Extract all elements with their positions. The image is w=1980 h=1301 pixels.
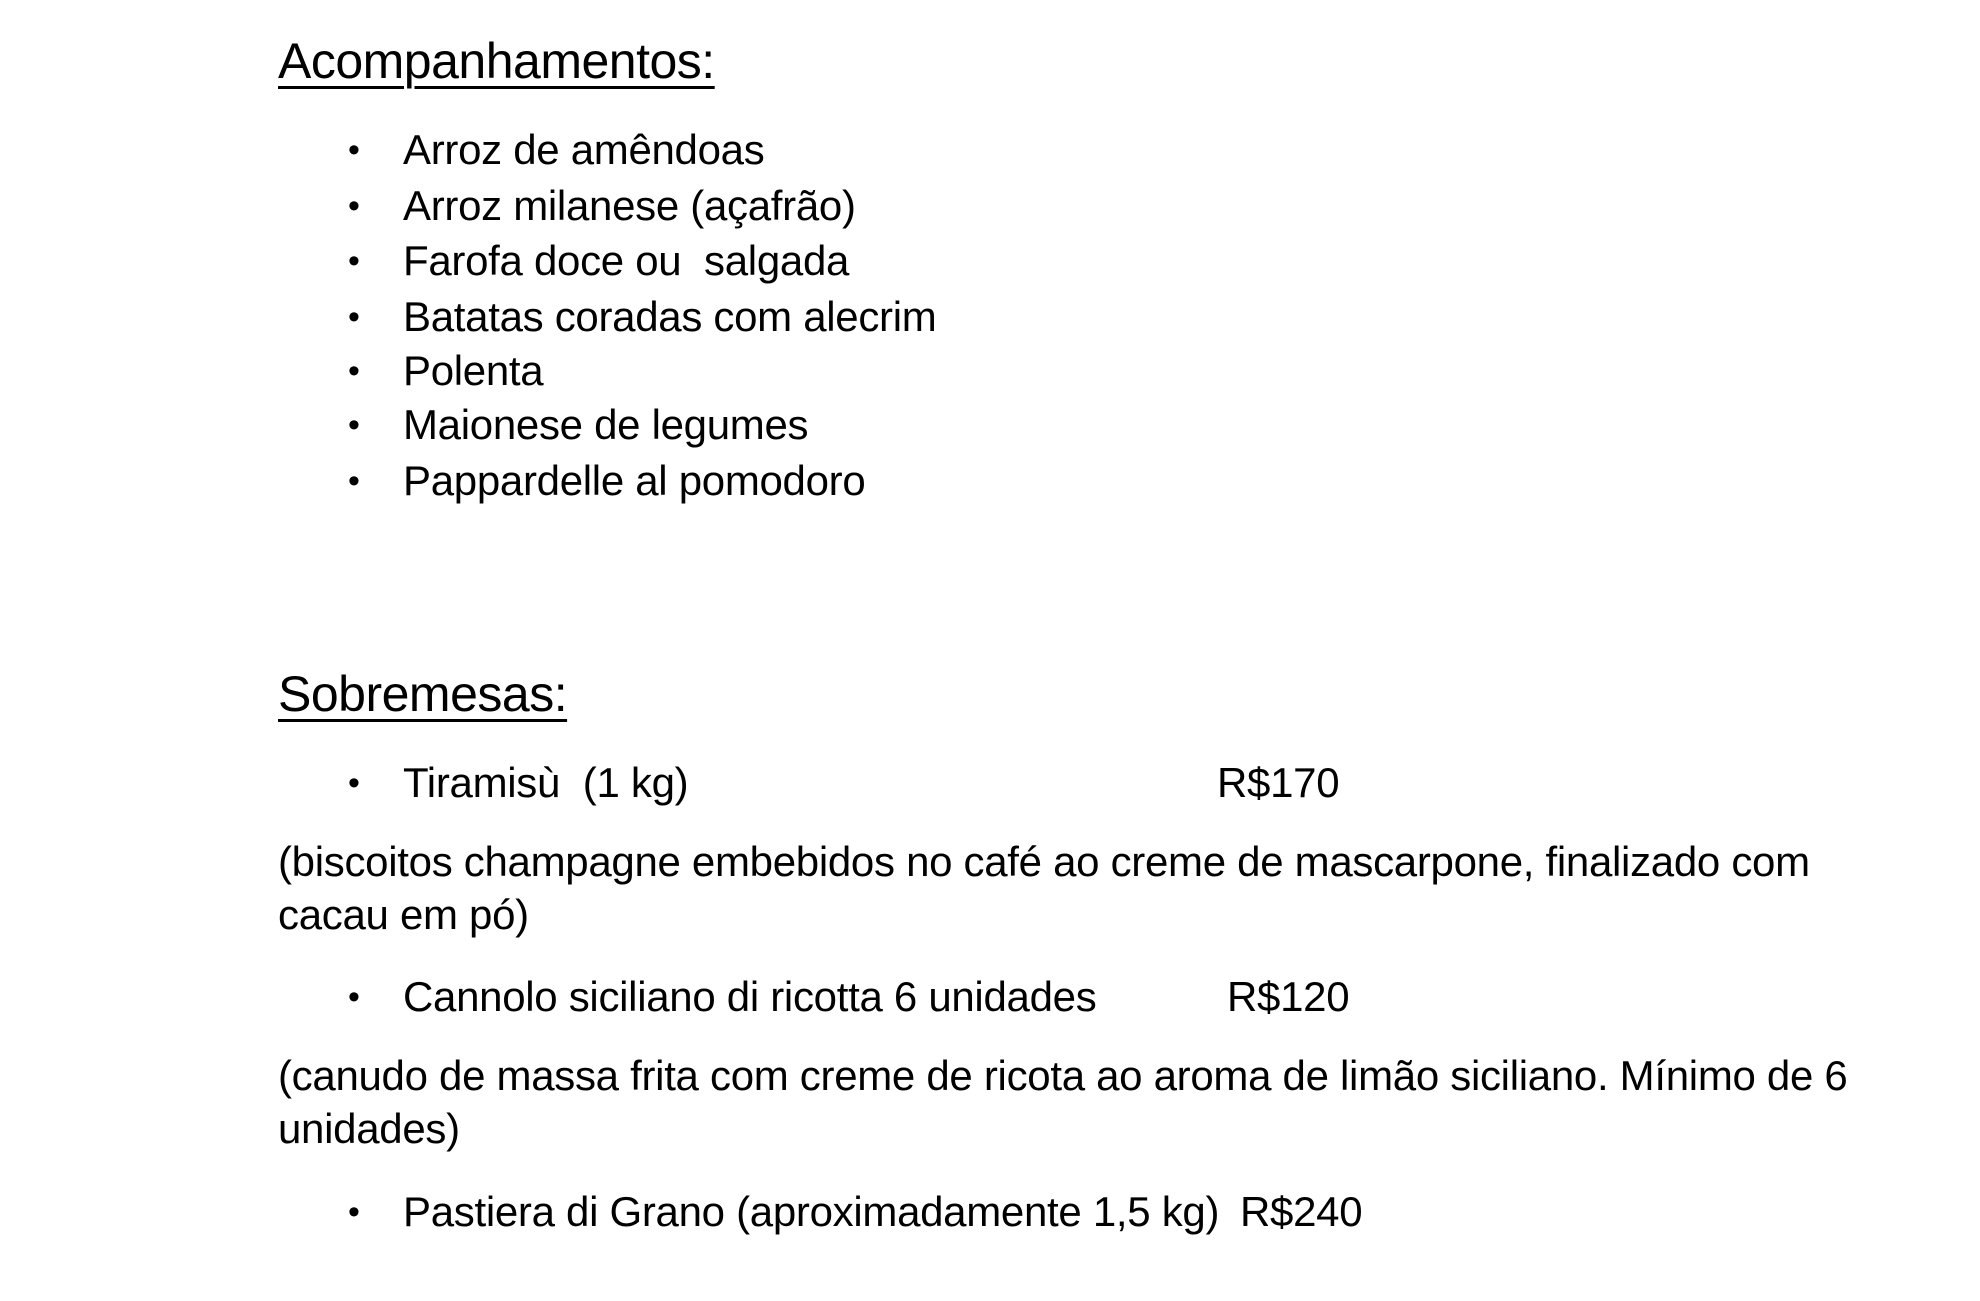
section-heading-acompanhamentos: Acompanhamentos: (278, 33, 715, 89)
description-line: (canudo de massa frita com creme de ricota ao aroma de limão siciliano. Mínimo de 6 (278, 1052, 1848, 1099)
description-line: unidades) (278, 1105, 460, 1152)
item-name: Tiramisù (1 kg) (403, 759, 689, 806)
menu-item-row (0, 755, 1980, 811)
bullet-icon: • (348, 242, 360, 280)
bullet-icon: • (348, 352, 360, 390)
item-price: R$170 (1217, 759, 1340, 806)
item-name: Cannolo siciliano di ricotta 6 unidades (403, 973, 1097, 1020)
item-price: R$240 (1240, 1188, 1363, 1235)
bullet-icon: • (348, 406, 360, 444)
bullet-icon: • (348, 462, 360, 500)
list-item (0, 289, 1980, 345)
description-line: (biscoitos champagne embebidos no café ao creme de mascarpone, finalizado com (278, 838, 1810, 885)
bullet-icon: • (348, 298, 360, 336)
item-description (278, 835, 1810, 941)
item-description (278, 1049, 1847, 1155)
item-text: Maionese de legumes (403, 401, 809, 448)
list-item (0, 397, 1980, 453)
list-item (0, 122, 1980, 178)
list-item (0, 233, 1980, 289)
item-text: Batatas coradas com alecrim (403, 293, 937, 340)
bullet-icon: • (348, 187, 360, 225)
bullet-icon: • (348, 1193, 360, 1231)
bullet-icon: • (348, 764, 360, 802)
menu-item-row (0, 1184, 1980, 1240)
bullet-icon: • (348, 978, 360, 1016)
list-item (0, 453, 1980, 509)
list-item (0, 178, 1980, 234)
item-text: Pappardelle al pomodoro (403, 457, 866, 504)
item-text: Polenta (403, 347, 544, 394)
menu-item-row (0, 969, 1980, 1025)
item-text: Arroz de amêndoas (403, 126, 765, 173)
item-text: Arroz milanese (açafrão) (403, 182, 856, 229)
item-price: R$120 (1227, 973, 1350, 1020)
item-name: Pastiera di Grano (aproximadamente 1,5 kg) (403, 1188, 1220, 1235)
description-line: cacau em pó) (278, 891, 529, 938)
list-item (0, 343, 1980, 399)
bullet-icon: • (348, 131, 360, 169)
item-text: Farofa doce ou salgada (403, 237, 850, 284)
section-heading-sobremesas: Sobremesas: (278, 666, 568, 722)
